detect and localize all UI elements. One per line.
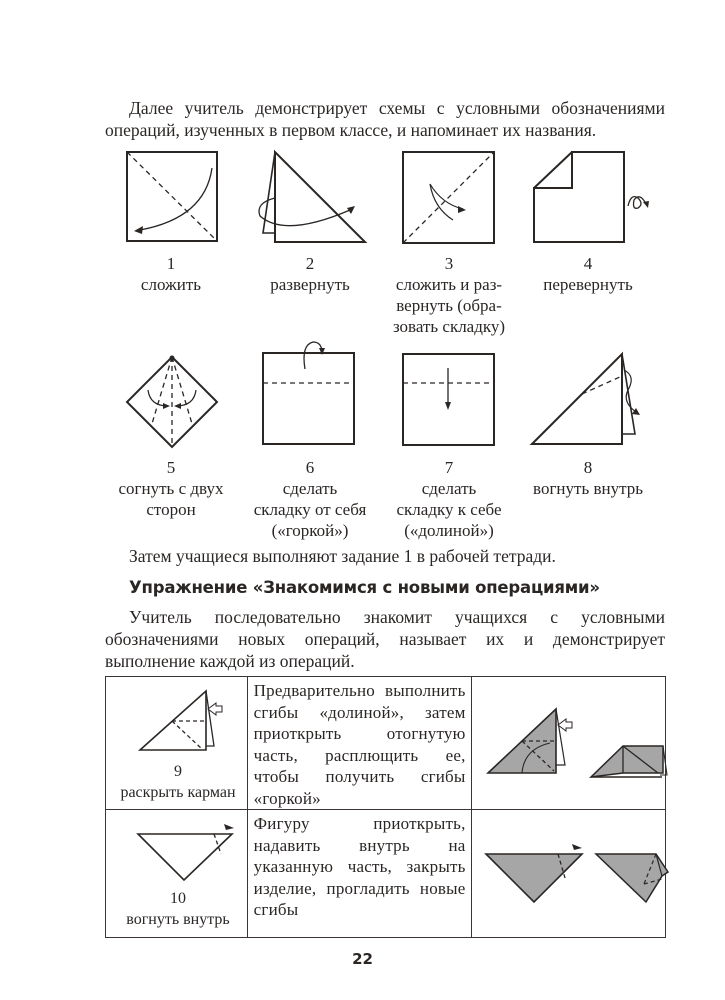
figure-6-number: 6 — [305, 458, 315, 477]
exercise-heading: Упражнение «Знакомимся с новыми операциями» — [129, 578, 600, 597]
figure-4-label: перевернуть — [543, 275, 633, 294]
operation-symbol-cell — [106, 677, 248, 810]
turn-over-icon — [628, 197, 646, 209]
figure-6-label-line: складку от себя — [253, 500, 367, 519]
figure-8-label: вогнуть внутрь — [533, 479, 643, 498]
figure-3-number: 3 — [444, 254, 454, 273]
table-row — [106, 810, 666, 938]
intro-paragraph: Далее учитель демонстрирует схемы с условными обозначениями операций, изученных в первом классе, и напоминает их названия. — [105, 98, 665, 140]
operation-10-number: 10 — [170, 890, 186, 907]
figure-2-unfold-diagram — [255, 148, 365, 248]
figure-3-label-line: зовать складку) — [392, 317, 506, 336]
figure-3-label-line: сложить и раз- — [395, 275, 503, 294]
figure-3-label-line: вернуть (обра- — [396, 296, 502, 315]
figure-1-fold-diagram — [120, 148, 230, 248]
figure-4-caption — [513, 253, 663, 295]
push-arrow-icon — [208, 703, 222, 715]
figure-2-label: развернуть — [270, 275, 350, 294]
open-pocket-demo — [482, 705, 672, 785]
figure-1-number: 1 — [166, 254, 176, 273]
operation-10-description: Фигуру приоткрыть, надавить внутрь на указанную часть, закрыть изделие, прогладить новые сгибы — [247, 810, 471, 938]
figure-5-caption — [96, 457, 246, 520]
arrow-icon — [224, 824, 234, 830]
after-figures-paragraph: Затем учащиеся выполняют задание 1 в рабочей тетради. — [129, 546, 556, 566]
operation-symbol-cell — [106, 810, 248, 938]
figure-5-number: 5 — [166, 458, 176, 477]
operation-9-description: Предварительно выполнить сгибы «долиной», затем приоткрыть отогнутую часть, расплющить ее, чтобы получить сгибы «горкой» — [247, 677, 471, 810]
operation-9-number: 9 — [174, 763, 182, 780]
figure-5-fold-both-sides-diagram — [120, 350, 230, 450]
figure-7-label-line: складку к себе — [396, 500, 502, 519]
figure-7-label-line: («долиной») — [404, 521, 494, 540]
figure-8-inside-reverse-fold-diagram — [528, 350, 648, 450]
operation-10-demo-cell — [471, 810, 665, 938]
exercise-paragraph: Учитель последовательно знакомит учащихся с условными обозначениями новых операций, называет их и демонстрирует выполнение каждой из операций. — [105, 607, 665, 671]
figure-2-number: 2 — [305, 254, 315, 273]
table-row — [106, 677, 666, 810]
figure-4-number: 4 — [583, 254, 593, 273]
figure-5-label-line: согнуть с двух — [118, 479, 224, 498]
figure-6-label-line: («горкой») — [271, 521, 349, 540]
open-pocket-symbol — [136, 687, 226, 757]
operation-9-demo-cell — [471, 677, 665, 810]
figure-3-caption — [374, 253, 524, 337]
inside-reverse-fold-demo — [480, 838, 675, 908]
page-number: 22 — [352, 950, 373, 968]
figure-7-number: 7 — [444, 458, 454, 477]
inside-reverse-fold-symbol — [134, 820, 234, 880]
figure-3-crease-diagram — [398, 148, 508, 248]
figure-5-label-line: сторон — [146, 500, 196, 519]
figure-6-mountain-fold-diagram — [255, 345, 365, 455]
figure-6-caption — [235, 457, 385, 541]
figure-6-label-line: сделать — [282, 479, 338, 498]
operation-10-name: вогнуть внутрь — [126, 911, 230, 928]
figure-8-number: 8 — [583, 458, 593, 477]
operations-table — [105, 676, 666, 938]
figure-7-valley-fold-diagram — [398, 350, 508, 450]
figure-1-caption — [96, 253, 246, 295]
figure-8-caption — [513, 457, 663, 499]
operation-9-name: раскрыть карман — [120, 784, 236, 801]
figure-7-caption — [374, 457, 524, 541]
figure-7-label-line: сделать — [421, 479, 477, 498]
figure-1-label: сложить — [140, 275, 202, 294]
figure-2-caption — [235, 253, 385, 295]
figure-4-turn-over-diagram — [528, 148, 668, 248]
